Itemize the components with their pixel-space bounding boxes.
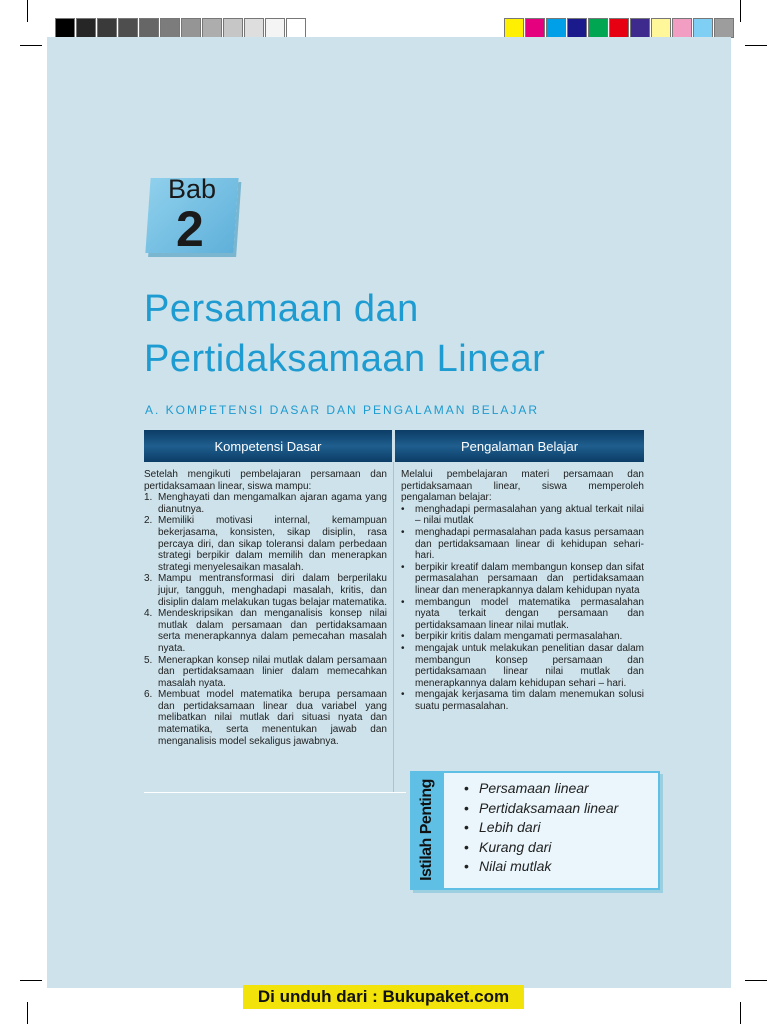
kompetensi-list [144,492,387,747]
pengalaman-item [401,504,644,527]
pengalaman-item [401,597,644,632]
bullet-icon: • [401,631,405,643]
pengalaman-item [401,689,644,712]
crop-mark [740,0,741,22]
bullet-icon: • [401,642,405,654]
kompetensi-item [144,655,387,690]
istilah-label: Istilah Penting [418,779,435,881]
istilah-item: • Lebih dari [464,818,618,838]
crop-mark [745,980,767,981]
pengalaman-item-text: mengajak untuk melakukan penelitian dasar dalam membangun konsep persamaan dan pertidaksamaan linear nilai mutlak dan menerapkannya dalam kehidupan sehari – hari. [415,642,644,689]
column-divider [393,462,394,792]
kompetensi-column [144,469,387,747]
kompetensi-intro: Setelah mengikuti pembelajaran persamaan dan pertidaksamaan linear, siswa mampu: [144,469,387,492]
gray-swatch [202,18,222,38]
crop-mark [27,0,28,22]
pengalaman-item-text: menghadapi permasalahan yang aktual terkait nilai – nilai mutlak [415,503,644,527]
pengalaman-item-text: mengajak kerjasama tim dalam menemukan solusi suatu permasalahan. [415,689,644,712]
color-swatch [609,18,629,38]
istilah-item: • Persamaan linear [464,779,618,799]
pengalaman-item-text: menghadapi permasalahan pada kasus persamaan dan pertidaksamaan linear di kehidupan sehari-hari. [415,526,644,562]
bullet-icon: • [401,561,405,573]
kompetensi-item-number: 2. [144,515,153,527]
chapter-number: 2 [176,201,204,257]
pengalaman-list [401,504,644,713]
gray-swatch [139,18,159,38]
grayscale-calibration-bar [55,18,307,37]
color-swatch [588,18,608,38]
crop-mark [745,45,767,46]
color-swatch [693,18,713,38]
kompetensi-item [144,515,387,573]
pengalaman-item-text: berpikir kritis dalam mengamati permasalahan. [415,631,623,643]
chapter-label: Bab [168,174,217,204]
gray-swatch [181,18,201,38]
istilah-penting-box [410,771,660,890]
kompetensi-item-text: Mampu mentransformasi diri dalam berperilaku jujur, tangguh, menghadapi masalah, kritis, dan disiplin dalam melakukan tugas belajar matematika. [158,573,388,608]
gray-swatch [55,18,75,38]
kompetensi-item-number: 4. [144,608,153,620]
gray-swatch [244,18,264,38]
kompetensi-item [144,492,387,515]
gray-swatch [223,18,243,38]
pengalaman-column [401,469,644,712]
download-source-banner: Di unduh dari : Bukupaket.com [243,985,524,1009]
gray-swatch [160,18,180,38]
kompetensi-item-number: 1. [144,492,153,504]
color-swatch [630,18,650,38]
kompetensi-item-text: Mendeskripsikan dan menganalisis konsep nilai mutlak dalam persamaan dan pertidaksamaan serta menerapkannya dalam pemecahan masalah nyata. [158,608,387,654]
bullet-icon: • [401,503,405,515]
gray-swatch [76,18,96,38]
kompetensi-item [144,573,387,608]
bullet-icon: • [401,526,405,538]
kompetensi-item-number: 3. [144,573,153,585]
color-swatch [504,18,524,38]
kompetensi-item-text: Membuat model matematika berupa persamaan dan pertidaksamaan linear dua variabel yang melibatkan nilai mutlak dari situasi nyata dan matematika, serta menentukan jawab dan menganalisis model sekaligus jawabnya. [158,689,387,747]
pengalaman-item-text: membangun model matematika permasalahan nyata terkait dengan persamaan dan pertidaksamaan linear nilai mutlak. [415,596,644,631]
gray-swatch [286,18,306,38]
bullet-icon: • [401,596,405,608]
istilah-item: • Pertidaksamaan linear [464,799,618,819]
kompetensi-header: Kompetensi Dasar [144,430,392,462]
color-swatch [672,18,692,38]
gray-swatch [265,18,285,38]
istilah-item: • Nilai mutlak [464,857,618,877]
section-heading: A. KOMPETENSI DASAR DAN PENGALAMAN BELAJAR [145,403,540,417]
crop-mark [20,45,42,46]
color-swatch [567,18,587,38]
color-swatch [651,18,671,38]
color-swatch [546,18,566,38]
bullet-icon: • [401,689,405,701]
pengalaman-item [401,631,644,643]
crop-mark [740,1002,741,1024]
kompetensi-item-text: Memiliki motivasi internal, kemampuan bekerjasama, konsisten, sikap disiplin, rasa percaya diri, dan sikap toleransi dalam perbedaan strategi berpikir dalam memilih dan menerapkan strategi menyelesaikan masalah. [158,515,387,573]
kompetensi-item-text: Menerapkan konsep nilai mutlak dalam persamaan dan pertidaksamaan linier dalam memecahkan masalah nyata. [158,654,387,689]
pengalaman-intro: Melalui pembelajaran materi persamaan dan pertidaksamaan linear, siswa memperoleh pengalaman belajar: [401,469,644,504]
kompetensi-item-number: 5. [144,654,153,666]
pengalaman-item [401,562,644,597]
pengalaman-item [401,527,644,562]
color-swatch [714,18,734,38]
crop-mark [20,980,42,981]
chapter-title [144,284,545,384]
kompetensi-item-number: 6. [144,689,153,701]
pengalaman-item [401,643,644,689]
color-swatch [525,18,545,38]
pengalaman-item-text: berpikir kreatif dalam membangun konsep dan sifat permasalahan persamaan dan pertidaksamaan linear dan menerapkannya dalam kehidupan nyata [415,561,644,596]
istilah-list [464,779,618,877]
chapter-title-line1: Persamaan dan [144,288,419,330]
gray-swatch [118,18,138,38]
pengalaman-header: Pengalaman Belajar [395,430,644,462]
crop-mark [27,1002,28,1024]
gray-swatch [97,18,117,38]
chapter-title-line2: Pertidaksamaan Linear [144,338,546,380]
table-bottom-rule [144,792,406,793]
color-calibration-bar [504,18,735,37]
kompetensi-item [144,689,387,747]
kompetensi-item [144,608,387,654]
istilah-item: • Kurang dari [464,838,618,858]
kompetensi-item-text: Menghayati dan mengamalkan ajaran agama yang dianutnya. [158,492,387,515]
